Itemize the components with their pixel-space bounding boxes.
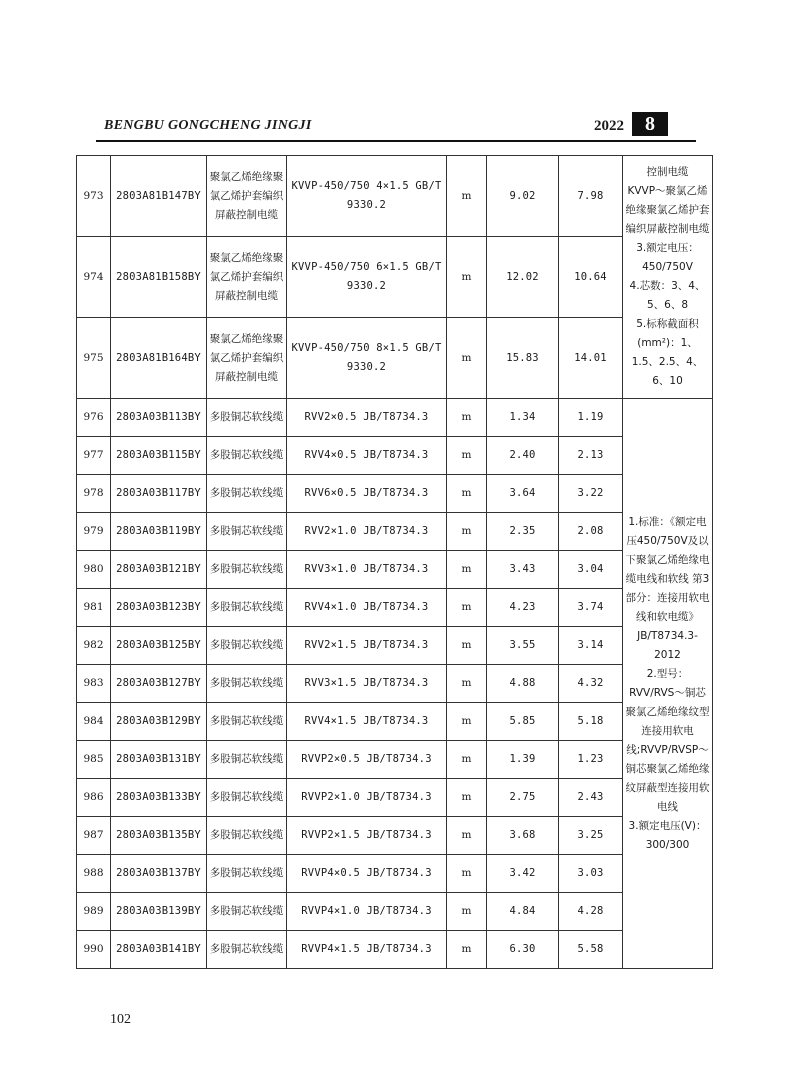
item-name: 多股铜芯软线缆 [207,475,287,513]
item-unit: m [447,156,487,237]
item-spec: RVVP2×1.0 JB/T8734.3 [287,779,447,817]
item-name: 多股铜芯软线缆 [207,741,287,779]
item-spec: KVVP-450/750 8×1.5 GB/T 9330.2 [287,318,447,399]
row-number: 983 [77,665,111,703]
row-number: 989 [77,893,111,931]
item-name: 聚氯乙烯绝缘聚氯乙烯护套编织屏蔽控制电缆 [207,237,287,318]
item-code: 2803A03B121BY [111,551,207,589]
item-unit: m [447,665,487,703]
item-code: 2803A03B137BY [111,855,207,893]
table-row [77,551,713,589]
issue-number-badge: 8 [632,112,668,136]
item-unit: m [447,437,487,475]
price-tax-incl: 2.75 [487,779,559,817]
item-spec: KVVP-450/750 6×1.5 GB/T 9330.2 [287,237,447,318]
header-rule [96,140,696,142]
item-unit: m [447,237,487,318]
row-number: 984 [77,703,111,741]
item-name: 多股铜芯软线缆 [207,665,287,703]
item-code: 2803A03B129BY [111,703,207,741]
price-tax-incl: 3.55 [487,627,559,665]
journal-name: BENGBU GONGCHENG JINGJI [104,118,312,133]
item-name: 多股铜芯软线缆 [207,399,287,437]
item-code: 2803A03B123BY [111,589,207,627]
issue-year: 2022 [594,118,624,134]
item-unit: m [447,627,487,665]
row-number: 988 [77,855,111,893]
item-spec: RVV4×1.5 JB/T8734.3 [287,703,447,741]
table-row [77,318,713,399]
item-name: 多股铜芯软线缆 [207,589,287,627]
item-unit: m [447,893,487,931]
item-unit: m [447,589,487,627]
item-name: 多股铜芯软线缆 [207,703,287,741]
price-tax-excl: 2.13 [559,437,623,475]
table-row [77,779,713,817]
table-row [77,156,713,237]
item-code: 2803A03B127BY [111,665,207,703]
row-number: 977 [77,437,111,475]
price-tax-excl: 3.74 [559,589,623,627]
row-number: 975 [77,318,111,399]
price-tax-excl: 3.22 [559,475,623,513]
item-name: 多股铜芯软线缆 [207,931,287,969]
price-tax-incl: 15.83 [487,318,559,399]
price-table [76,155,713,969]
item-code: 2803A81B147BY [111,156,207,237]
price-tax-excl: 5.58 [559,931,623,969]
table-row [77,513,713,551]
item-name: 多股铜芯软线缆 [207,855,287,893]
item-spec: RVVP4×1.5 JB/T8734.3 [287,931,447,969]
item-name: 多股铜芯软线缆 [207,817,287,855]
price-tax-incl: 1.39 [487,741,559,779]
price-tax-incl: 5.85 [487,703,559,741]
price-tax-incl: 3.64 [487,475,559,513]
price-tax-excl: 1.23 [559,741,623,779]
item-code: 2803A03B131BY [111,741,207,779]
item-code: 2803A03B125BY [111,627,207,665]
item-spec: RVV3×1.5 JB/T8734.3 [287,665,447,703]
table-body [77,156,713,969]
price-tax-excl: 4.28 [559,893,623,931]
item-unit: m [447,703,487,741]
price-tax-incl: 3.43 [487,551,559,589]
item-code: 2803A03B117BY [111,475,207,513]
price-tax-excl: 3.04 [559,551,623,589]
row-number: 987 [77,817,111,855]
item-unit: m [447,817,487,855]
row-number: 973 [77,156,111,237]
item-spec: RVV2×1.0 JB/T8734.3 [287,513,447,551]
price-tax-excl: 3.25 [559,817,623,855]
item-unit: m [447,741,487,779]
item-unit: m [447,551,487,589]
remark-cell: 控制电缆 KVVP～聚氯乙烯绝缘聚氯乙烯护套编织屏蔽控制电缆 3.额定电压：450/750V 4.芯数：3、4、5、6、8 5.标称截面积(mm²)：1、1.5、2.5、4、6、10 [623,156,713,399]
price-tax-incl: 3.42 [487,855,559,893]
table-row [77,627,713,665]
item-spec: RVV4×0.5 JB/T8734.3 [287,437,447,475]
item-unit: m [447,931,487,969]
table-row [77,855,713,893]
item-unit: m [447,513,487,551]
item-unit: m [447,779,487,817]
price-tax-excl: 2.08 [559,513,623,551]
row-number: 974 [77,237,111,318]
item-code: 2803A03B119BY [111,513,207,551]
price-tax-incl: 2.40 [487,437,559,475]
item-unit: m [447,399,487,437]
item-code: 2803A03B135BY [111,817,207,855]
price-tax-excl: 3.03 [559,855,623,893]
row-number: 982 [77,627,111,665]
row-number: 976 [77,399,111,437]
item-code: 2803A03B141BY [111,931,207,969]
price-tax-excl: 2.43 [559,779,623,817]
price-tax-incl: 4.84 [487,893,559,931]
price-tax-incl: 4.23 [487,589,559,627]
table-row [77,931,713,969]
price-tax-incl: 4.88 [487,665,559,703]
price-tax-excl: 14.01 [559,318,623,399]
price-tax-incl: 12.02 [487,237,559,318]
price-tax-incl: 1.34 [487,399,559,437]
item-spec: RVVP2×0.5 JB/T8734.3 [287,741,447,779]
row-number: 978 [77,475,111,513]
table-row [77,399,713,437]
item-name: 聚氯乙烯绝缘聚氯乙烯护套编织屏蔽控制电缆 [207,318,287,399]
item-spec: RVVP4×1.0 JB/T8734.3 [287,893,447,931]
price-tax-incl: 2.35 [487,513,559,551]
row-number: 981 [77,589,111,627]
item-name: 多股铜芯软线缆 [207,551,287,589]
remark-cell: 1.标准：《额定电压450/750V及以下聚氯乙烯绝缘电缆电线和软线 第3部分：连接用软电线和软电缆》JB/T8734.3-2012 2.型号：RVV/RVS～铜芯聚氯乙烯绝缘纹型连接用软电线;RVVP/RVSP～铜芯聚氯乙烯绝缘纹屏蔽型连接用软电线 3.额定电压(V)：300/300 [623,399,713,969]
price-tax-excl: 1.19 [559,399,623,437]
table-row [77,437,713,475]
price-tax-incl: 6.30 [487,931,559,969]
table-row [77,237,713,318]
row-number: 985 [77,741,111,779]
table-row [77,741,713,779]
item-name: 多股铜芯软线缆 [207,437,287,475]
item-name: 多股铜芯软线缆 [207,779,287,817]
price-tax-incl: 9.02 [487,156,559,237]
item-unit: m [447,318,487,399]
item-spec: RVVP2×1.5 JB/T8734.3 [287,817,447,855]
row-number: 990 [77,931,111,969]
price-tax-excl: 4.32 [559,665,623,703]
price-tax-incl: 3.68 [487,817,559,855]
item-name: 多股铜芯软线缆 [207,513,287,551]
item-spec: KVVP-450/750 4×1.5 GB/T 9330.2 [287,156,447,237]
item-spec: RVV2×0.5 JB/T8734.3 [287,399,447,437]
price-tax-excl: 5.18 [559,703,623,741]
table-row [77,589,713,627]
price-tax-excl: 7.98 [559,156,623,237]
item-name: 多股铜芯软线缆 [207,893,287,931]
price-tax-excl: 3.14 [559,627,623,665]
table-row [77,475,713,513]
item-unit: m [447,475,487,513]
item-code: 2803A03B113BY [111,399,207,437]
item-spec: RVV4×1.0 JB/T8734.3 [287,589,447,627]
item-unit: m [447,855,487,893]
item-code: 2803A81B164BY [111,318,207,399]
row-number: 980 [77,551,111,589]
table-row [77,893,713,931]
running-head [104,113,694,138]
item-name: 聚氯乙烯绝缘聚氯乙烯护套编织屏蔽控制电缆 [207,156,287,237]
table-row [77,665,713,703]
item-code: 2803A03B139BY [111,893,207,931]
row-number: 979 [77,513,111,551]
item-code: 2803A81B158BY [111,237,207,318]
table-row [77,703,713,741]
table-row [77,817,713,855]
item-code: 2803A03B133BY [111,779,207,817]
row-number: 986 [77,779,111,817]
item-name: 多股铜芯软线缆 [207,627,287,665]
item-spec: RVV3×1.0 JB/T8734.3 [287,551,447,589]
item-spec: RVV2×1.5 JB/T8734.3 [287,627,447,665]
page-number: 102 [110,1012,131,1027]
price-tax-excl: 10.64 [559,237,623,318]
item-spec: RVV6×0.5 JB/T8734.3 [287,475,447,513]
item-code: 2803A03B115BY [111,437,207,475]
item-spec: RVVP4×0.5 JB/T8734.3 [287,855,447,893]
